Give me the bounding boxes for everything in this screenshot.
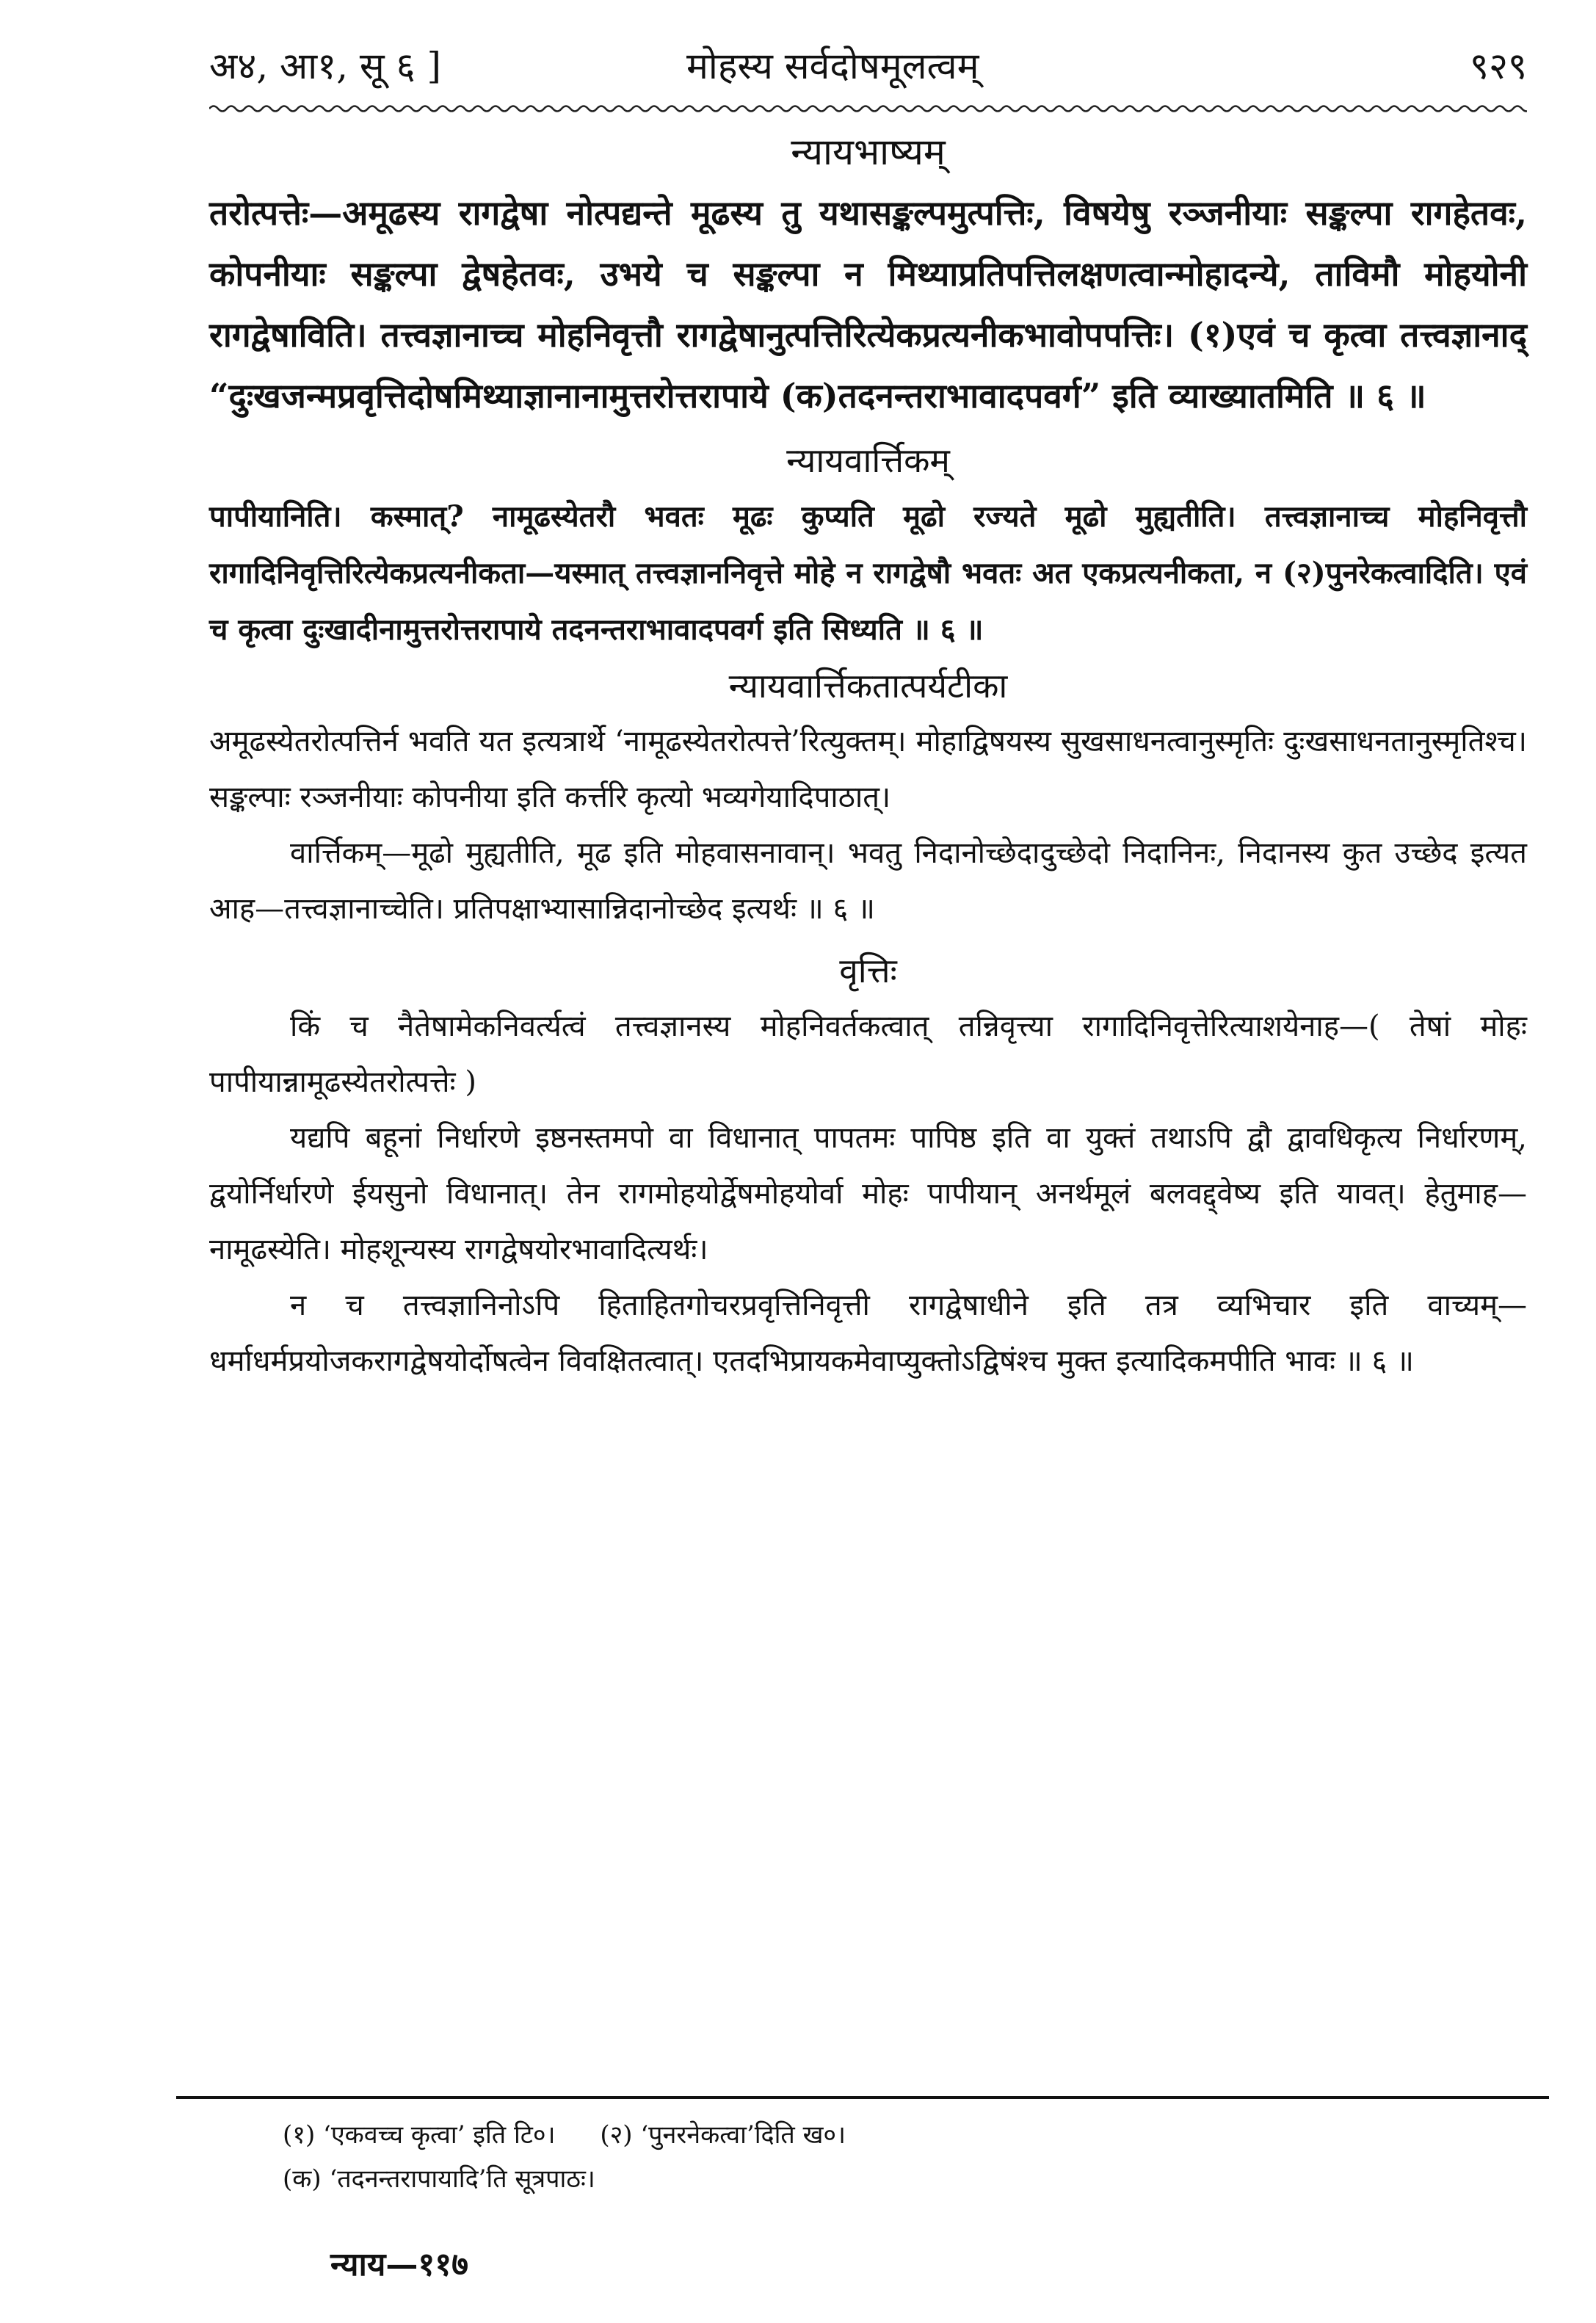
footnote-2: (२) ‘पुनरनेकत्वा’दिति ख०। — [600, 2120, 846, 2150]
signature-mark: न्याय—११७ — [330, 2246, 469, 2283]
section-title-tatparyatika: न्यायवार्त्तिकतात्पर्यटीका — [728, 666, 1008, 706]
running-head — [209, 37, 1527, 95]
vritti-paragraph-2: यद्यपि बहूनां निर्धारणे इष्ठनस्तमपो वा विधानात् पापतमः पापिष्ठ इति वा युक्तं तथाऽपि द्वौ द्वावधिकृत्य निर्धारणम्, द्वयोर्निर्धारणे ईयसुनो विधानात्। तेन रागमोहयोर्द्वेषमोहयोर्वा मोहः पापीयान् अनर्थमूलं बलवद्द्वेष्य इति यावत्। हेतुमाह—नामूढस्येति। मोहशून्यस्य रागद्वेषयोरभावादित्यर्थः। — [209, 1121, 1527, 1266]
wavy-header-rule — [209, 103, 1527, 115]
footnotes — [283, 2113, 1457, 2201]
vritti-paragraph-1: किं च नैतेषामेकनिवर्त्यत्वं तत्त्वज्ञानस्य मोहनिवर्तकत्वात् तन्निवृत्त्या रागादिनिवृत्तेरित्याशयेनाह—( तेषां मोहः पापीयान्नामूढस्येतरोत्पत्तेः ) — [209, 1010, 1527, 1099]
section-title-vritti: वृत्तिः — [839, 951, 897, 990]
footnote-ka: (क) ‘तदनन्तरापायादि’ति सूत्रपाठः। — [283, 2164, 595, 2194]
tika-paragraph-2: वार्त्तिकम्—मूढो मुह्यतीति, मूढ इति मोहवासनावान्। भवतु निदानोच्छेदादुच्छेदो निदानिनः, निदानस्य कुत उच्छेद इत्यत आह—तत्त्वज्ञानाच्चेति। प्रतिपक्षाभ्यासान्निदानोच्छेद इत्यर्थः ॥ ६ ॥ — [209, 836, 1527, 926]
running-title: मोहस्य सर्वदोषमूलत्वम् — [686, 45, 979, 87]
footnote-row — [283, 2113, 1457, 2157]
page-number: ९२९ — [1470, 45, 1527, 87]
tika-paragraph-1: अमूढस्येतरोत्पत्तिर्न भवति यत इत्यत्रार्थे ‘नामूढस्येतरोत्पत्ते’रित्युक्तम्। मोहाद्विषयस्य सुखसाधनत्वानुस्मृतिः दुःखसाधनतानुस्मृतिश्च। सङ्कल्पाः रञ्जनीयाः कोपनीया इति कर्त्तरि कृत्यो भव्यगेयादिपाठात्। — [209, 725, 1527, 814]
footnote-1: (१) ‘एकवच्च कृत्वा’ इति टि०। — [283, 2120, 556, 2150]
section-title-nyayavartika: न्यायवार्त्तिकम् — [786, 441, 950, 480]
main-content — [209, 121, 1527, 1389]
chapter-reference: अ४, आ१, सू ६ ] — [209, 45, 441, 87]
section-title-nyayabhashya: न्यायभाष्यम् — [791, 131, 946, 173]
bhashya-paragraph: तरोत्पत्तेः—अमूढस्य रागद्वेषा नोत्पद्यन्ते मूढस्य तु यथासङ्कल्पमुत्पत्तिः, विषयेषु रञ्जनीयाः सङ्कल्पा रागहेतवः, कोपनीयाः सङ्कल्पा द्वेषहेतवः, उभये च सङ्कल्पा न मिथ्याप्रतिपत्तिलक्षणत्वान्मोहादन्ये, ताविमौ मोहयोनी रागद्वेषाविति। तत्त्वज्ञानाच्च मोहनिवृत्तौ रागद्वेषानुत्पत्तिरित्येकप्रत्यनीकभावोपपत्तिः। (१)एवं च कृत्वा तत्त्वज्ञानाद् “दुःखजन्मप्रवृत्तिदोषमिथ्याज्ञानानामुत्तरोत्तरापाये (क)तदनन्तराभावादपवर्ग” इति व्याख्यातमिति ॥ ६ ॥ — [209, 193, 1527, 416]
vritti-paragraph-3: न च तत्त्वज्ञानिनोऽपि हिताहितगोचरप्रवृत्तिनिवृत्ती रागद्वेषाधीने इति तत्र व्यभिचार इति वाच्यम्—धर्माधर्मप्रयोजकरागद्वेषयोर्दोषत्वेन विवक्षितत्वात्। एतदभिप्रायकमेवाप्युक्तोऽद्विषंश्च मुक्त इत्यादिकमपीति भावः ॥ ६ ॥ — [209, 1289, 1527, 1378]
vartika-paragraph: पापीयानिति। कस्मात्? नामूढस्येतरौ भवतः मूढः कुप्यति मूढो रज्यते मूढो मुह्यतीति। तत्त्वज्ञानाच्च मोहनिवृत्तौ रागादिनिवृत्तिरित्येकप्रत्यनीकता—यस्मात् तत्त्वज्ञाननिवृत्ते मोहे न रागद्वेषौ भवतः अत एकप्रत्यनीकता, न (२)पुनरेकत्वादिति। एवं च कृत्वा दुःखादीनामुत्तरोत्तरापाये तदनन्तराभावादपवर्ग इति सिध्यति ॥ ६ ॥ — [209, 499, 1528, 647]
footnote-separator — [176, 2096, 1549, 2099]
footnote-row — [283, 2157, 1457, 2201]
